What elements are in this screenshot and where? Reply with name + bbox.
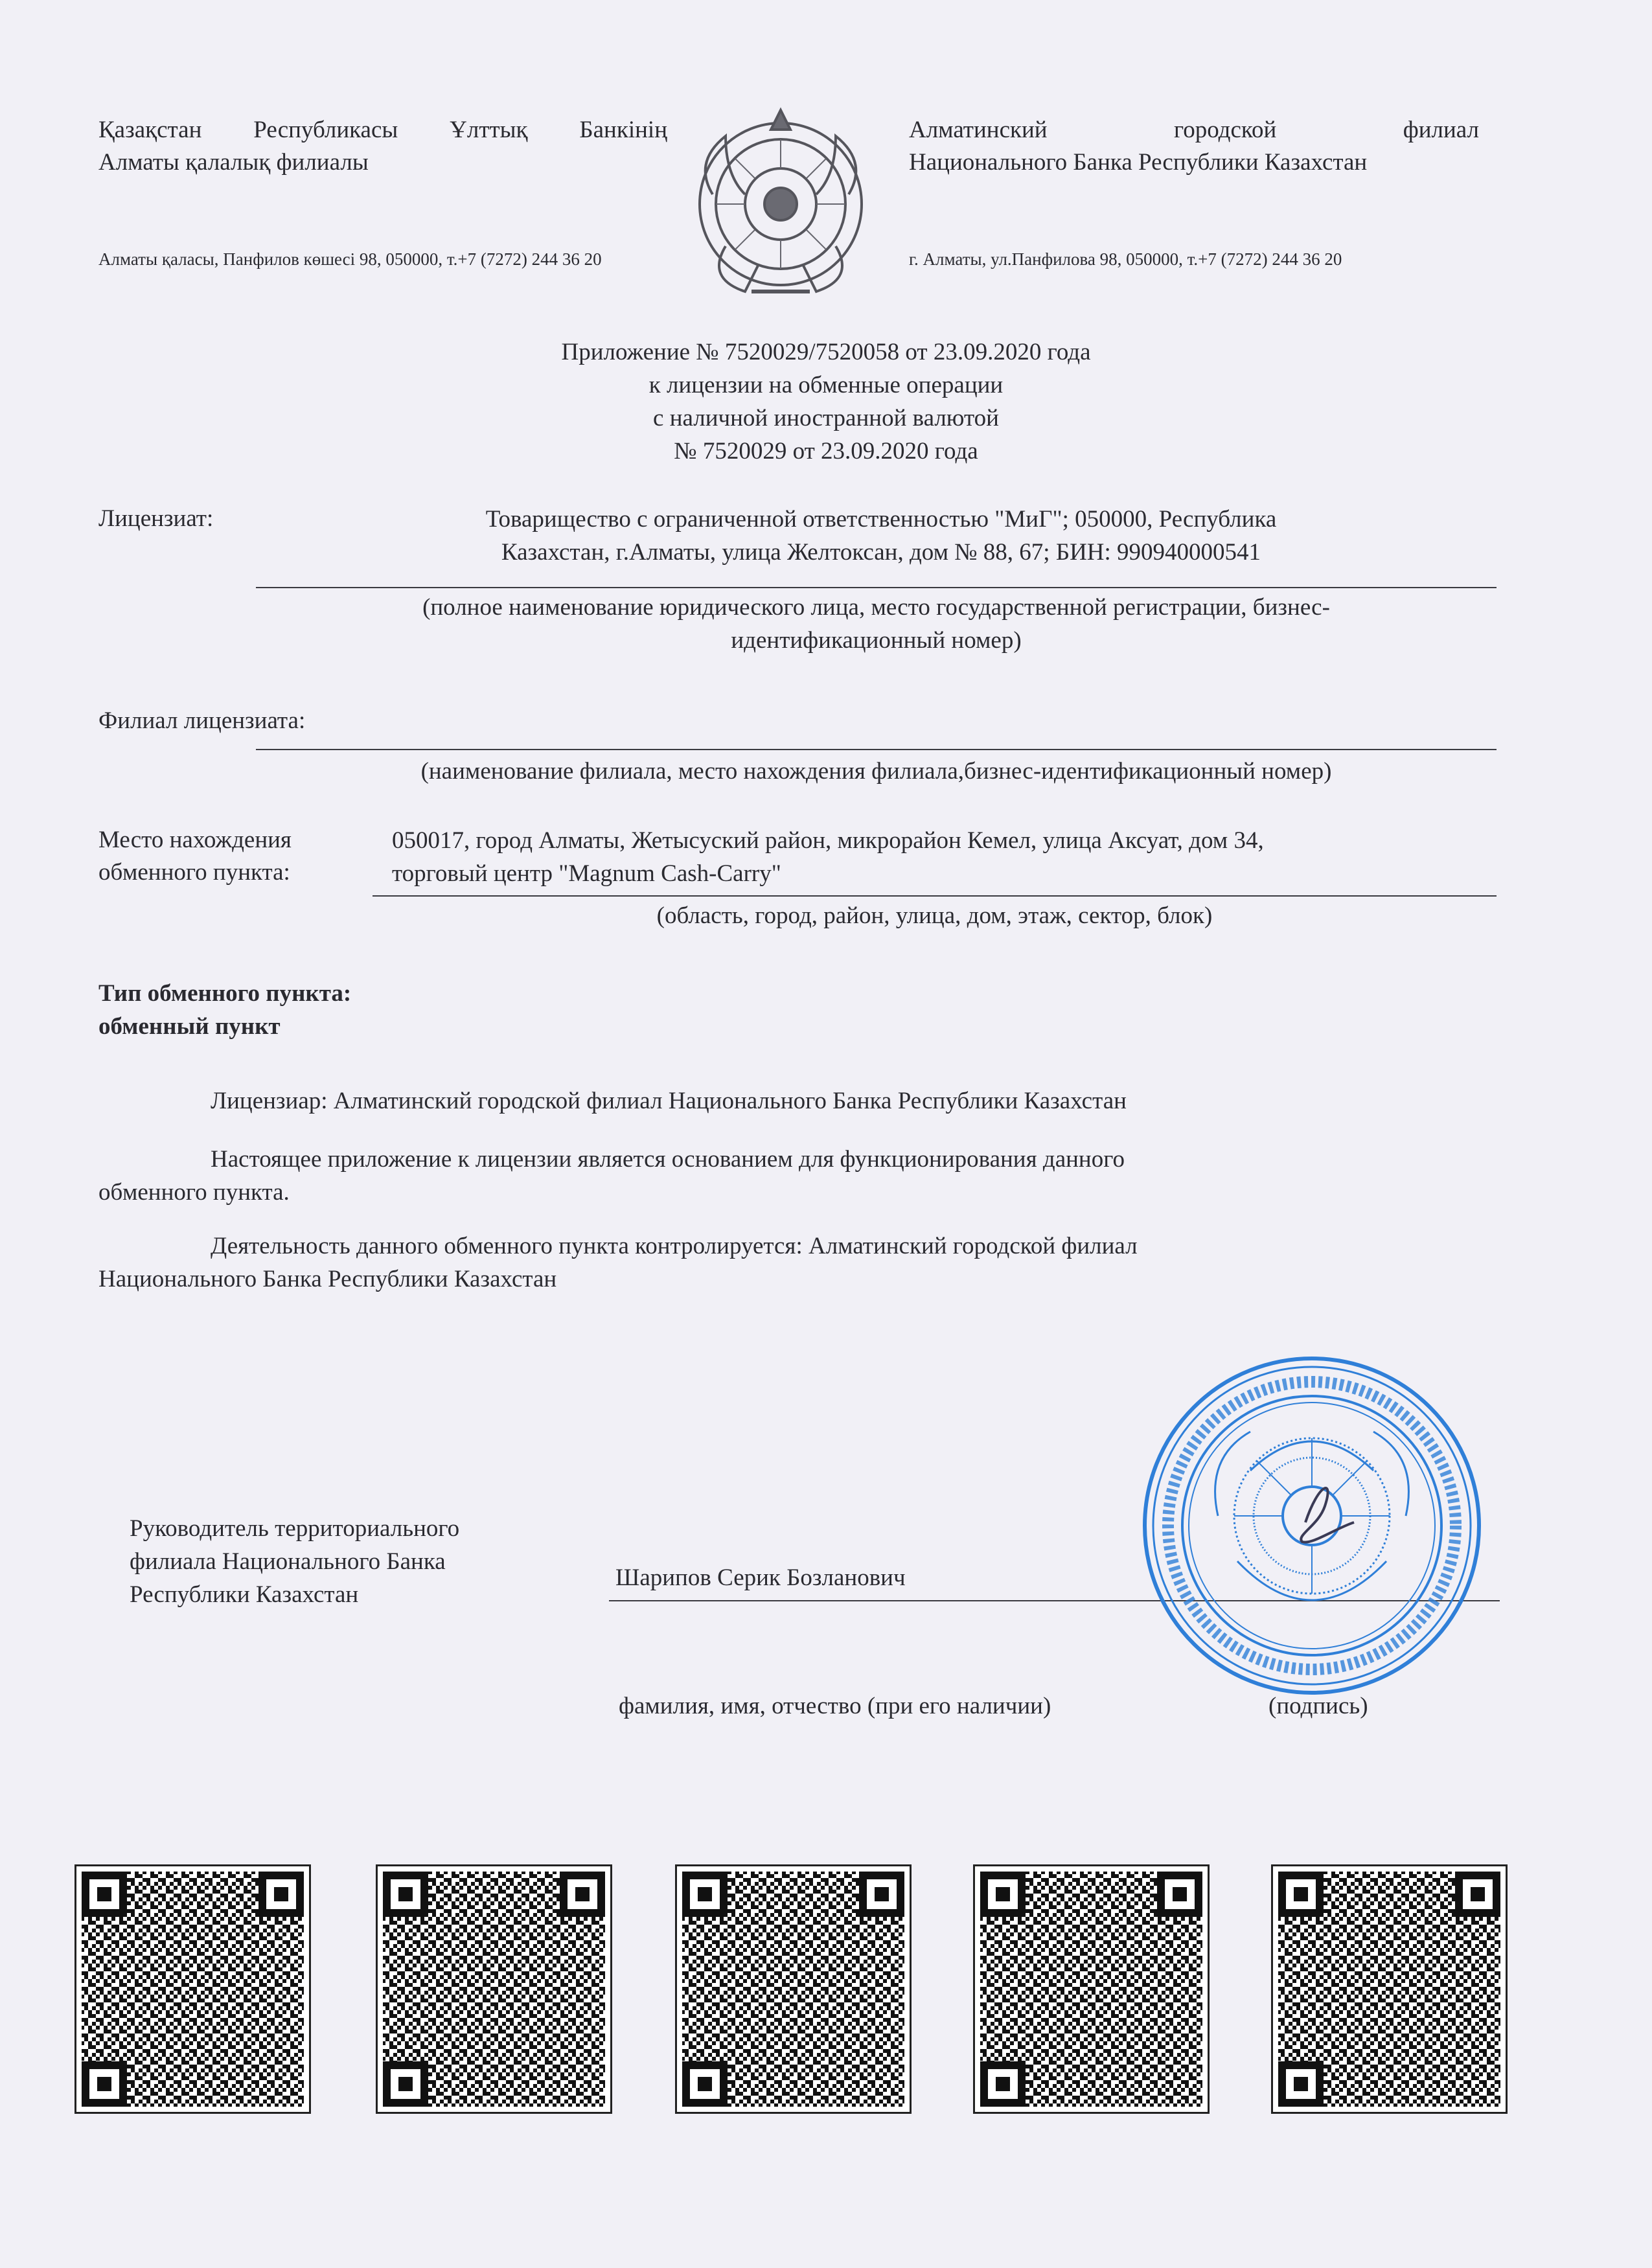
sign-hint: (подпись) [1268,1693,1368,1719]
branch-label: Филиал лицензиата: [98,707,306,734]
licensee-label: Лицензиат: [98,505,214,532]
signatory-name: Шарипов Серик Бозланович [615,1564,906,1591]
location-value-line1: 050017, город Алматы, Жетысуский район, микрорайон Кемел, улица Аксуат, дом 34, [392,827,1264,854]
location-label-line1: Место нахождения [98,827,292,853]
licensee-underline [256,587,1497,588]
title-line3: с наличной иностранной валютой [653,405,999,431]
header-left-name-line2: Алматы қалалық филиалы [98,149,369,176]
title-line4: № 7520029 от 23.09.2020 года [674,438,978,464]
location-value-line2: торговый центр "Magnum Cash-Carry" [392,860,781,887]
licensee-value [259,503,1503,569]
licensee-value-line2: Казахстан, г.Алматы, улица Желтоксан, дом № 88, 67; БИН: 990940000541 [501,539,1261,566]
location-value [392,824,1500,890]
licensee-hint-line1: (полное наименование юридического лица, место государственной регистрации, бизнес- [422,594,1330,621]
header-left-name [98,114,667,179]
signatory-position [130,1512,459,1611]
exchange-type-label: Тип обменного пункта: [98,980,352,1007]
location-hint: (область, город, район, улица, дом, этаж, сектор, блок) [656,902,1213,929]
qr-code-icon [675,1864,912,2114]
exchange-type-value: обменный пункт [98,1013,281,1040]
basis-line2: обменного пункта. [98,1179,290,1206]
document-title [0,336,1652,468]
control-paragraph [98,1230,1504,1296]
qr-code-icon [1271,1864,1508,2114]
location-underline [373,895,1497,897]
header-left-address: Алматы қаласы, Панфилов көшесі 98, 050000, т.+7 (7272) 244 36 20 [98,249,602,269]
title-line1: Приложение № 7520029/7520058 от 23.09.2020 года [561,339,1091,365]
signatory-position-line3: Республики Казахстан [130,1581,359,1608]
header-right-name-line1: Алматинский городской филиал [909,117,1479,143]
branch-hint: (наименование филиала, место нахождения филиала,бизнес-идентификационный номер) [420,758,1332,785]
licensee-hint-line2: идентификационный номер) [731,627,1022,654]
location-label-line2: обменного пункта: [98,859,290,886]
location-label [98,824,292,889]
header-right-address: г. Алматы, ул.Панфилова 98, 050000, т.+7 (7272) 244 36 20 [909,249,1342,269]
licensor-paragraph: Лицензиар: Алматинский городской филиал Национального Банка Республики Казахстан [211,1088,1127,1114]
fio-hint: фамилия, имя, отчество (при его наличии) [619,1693,1051,1719]
licensee-value-line1: Товарищество с ограниченной ответственностью "МиГ"; 050000, Республика [485,506,1277,533]
control-line1: Деятельность данного обменного пункта контролируется: Алматинский городской филиал [211,1233,1138,1259]
signatory-position-line2: филиала Национального Банка [130,1548,446,1575]
official-stamp-icon [1140,1354,1484,1697]
control-line2: Национального Банка Республики Казахстан [98,1266,557,1292]
basis-line1: Настоящее приложение к лицензии является основанием для функционирования данного [211,1146,1125,1173]
title-line2: к лицензии на обменные операции [648,372,1004,398]
qr-code-icon [75,1864,311,2114]
header-right-name [909,114,1479,179]
header-right-name-line2: Национального Банка Республики Казахстан [909,149,1368,176]
header-left-name-line1: Қазақстан Республикасы Ұлттық Банкінің [98,117,667,143]
qr-code-icon [376,1864,612,2114]
qr-code-icon [973,1864,1210,2114]
licensee-hint [256,591,1497,657]
signatory-position-line1: Руководитель территориального [130,1515,460,1542]
branch-underline [256,749,1497,750]
basis-paragraph [98,1143,1504,1209]
exchange-type [98,977,351,1043]
kazakhstan-emblem-icon [687,97,875,304]
